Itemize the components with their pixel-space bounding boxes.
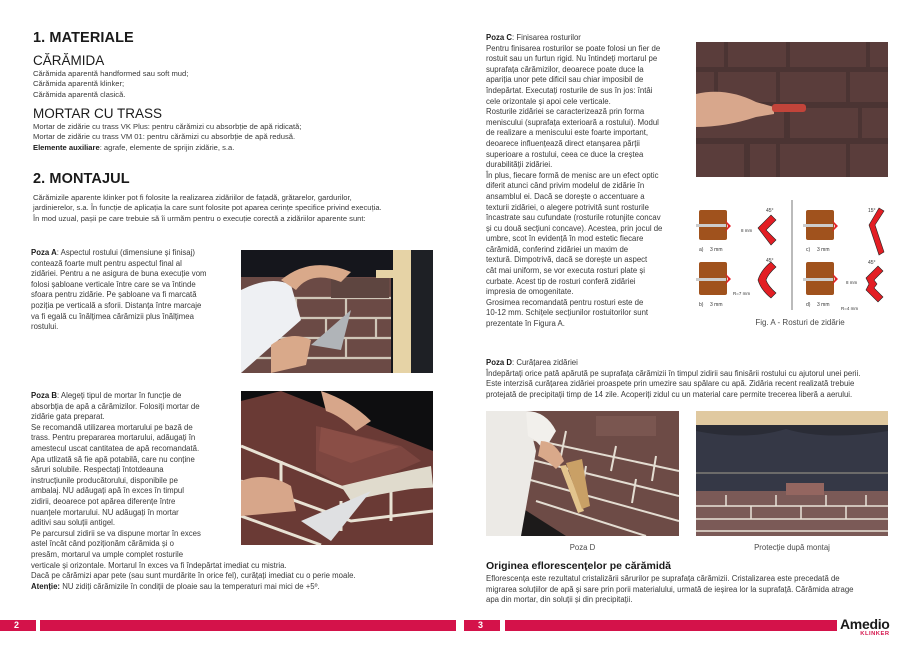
mortar-item: Mortar de zidărie cu trass VM 01: pentru cărămizi cu absorbție de apă redusă. — [33, 132, 296, 142]
text-line: poziția pe verticală a sforii. Distanța între marcaje — [31, 300, 202, 310]
intro-line: Cărămizile aparente klinker pot fi folosite la realizarea zidăriilor de fațadă, grătarelor, gardurilor, — [33, 193, 352, 202]
text-line: ansamblul ei. Dacă se dorește o accentuare a — [486, 191, 645, 201]
text-line: cărămidă, conferind zidăriei un maxim de — [486, 244, 629, 254]
text-line: absorbția de apă a cărămizilor. Folosiți mortar de — [31, 401, 200, 411]
profile-width-c: 3 mm — [817, 247, 830, 253]
profile-width-a: 3 mm — [710, 247, 723, 253]
auxiliary-text: : agrafe, elemente de sprijin zidărie, s.a. — [99, 142, 235, 152]
text-line: curbate. Acest tip de rosturi conferă zidăriei — [486, 276, 636, 286]
profile-radius-b: R=7 mm — [733, 291, 751, 296]
caramida-list — [33, 69, 188, 100]
page-number-left: 2 — [0, 620, 36, 631]
figure-a-caption: Fig. A - Rosturi de zidărie — [755, 318, 845, 327]
text-line: Grosimea recomandată pentru rosturi este de — [486, 297, 644, 307]
text-line: În plus, fiecare formă de menisc are un efect optic — [486, 170, 659, 180]
profile-angle-c: 15° — [868, 208, 876, 214]
text-line: instrucțiunile producătorului, disponibile pe — [31, 475, 178, 485]
text-line: zidărie gata preparat. — [31, 412, 105, 422]
text-line: zidăriei. Pentru a ne asigura de buna execuție vom — [31, 269, 207, 279]
caramida-item: Cărămida aparentă handformed sau soft mud; — [33, 69, 189, 78]
poza-a-first-line: : Aspectul rostului (dimensiune și finisaj) — [56, 248, 195, 257]
poza-c-first-line: : Finisarea rosturilor — [512, 33, 581, 42]
brand-sub: KLINKER — [860, 631, 890, 637]
text-line: contează foarte mult pentru aspectul final al — [31, 258, 182, 268]
profile-height-a: 8 mm — [741, 228, 753, 233]
poza-d-first-line: : Curățarea zidăriei — [512, 358, 578, 367]
text-line: apariția unor pete dificil sau chiar imposibil de — [486, 75, 644, 85]
text-line: Este interzisă curățarea zidăriei proaspete prin umezire sau spălare cu apă. Zidăria recent realizată trebuie — [486, 379, 855, 389]
text-line: prezentate în Figura A. — [486, 319, 565, 329]
text-line: Dacă pe cărămizi apar pete (sau sunt murdărite în orice fel), curățați imediat cu o perie moale. — [31, 571, 356, 581]
warning-label: Atenție: — [31, 581, 61, 591]
mortar-photo-illustration — [241, 391, 433, 545]
page-number-right: 3 — [464, 620, 500, 631]
text-line: umbre, scot în evidență în mod estetic fiecare — [486, 234, 644, 244]
figure-a-joint-profiles — [696, 200, 896, 315]
brand-name: Amedio — [840, 616, 890, 632]
text-line: de realizare a meniscului este foarte important, — [486, 128, 649, 138]
profile-angle-d: 45° — [868, 260, 876, 266]
text-line: 10-12 mm. Schițele secțiunilor rostuitorilor sunt — [486, 308, 649, 318]
mortar-list — [33, 122, 301, 153]
profile-width-b: 3 mm — [710, 302, 723, 308]
joint-finishing-photo-illustration — [696, 42, 888, 177]
eflorescente-text — [486, 574, 854, 606]
text-line: Pentru finisarea rosturilor se poate folosi un fier de — [486, 43, 661, 53]
text-line: apa din mortar, din soluții și din precipitații. — [486, 595, 633, 605]
profile-label-c: c) — [806, 247, 811, 253]
text-line: nuanțele mortarului. NU adăugați în mortar — [31, 507, 179, 517]
text-line: migrarea soluțiilor de apă și sare prin porii materialului, urmată de ieșirea lor la suprafață. Cărămida atrage — [486, 584, 854, 594]
photo-poza-c — [696, 42, 888, 177]
profile-radius-d: R=4 mm — [841, 306, 859, 311]
photo-poza-b — [241, 391, 433, 545]
poza-d-text — [486, 358, 860, 400]
text-line: Rosturile zidăriei se caracterizează prin forma — [486, 107, 645, 117]
profile-angle-a: 45° — [766, 208, 774, 214]
auxiliary-elements — [33, 143, 301, 153]
text-line: Se recomandă utilizarea mortarului pe bază de — [31, 422, 193, 432]
auxiliary-label: Elemente auxiliare — [33, 142, 100, 152]
poza-a-text — [31, 248, 207, 333]
footer-bar-right — [505, 620, 837, 631]
text-line: trass. Pentru prepararea mortarului, adăugați în — [31, 433, 196, 443]
text-line: protejată de precipitații timp de 14 zile. Acoperiți zidul cu un material care permite trecerea liberă a aerului. — [486, 389, 853, 399]
poza-a-label: Poza A — [31, 248, 57, 257]
poza-c-text — [486, 33, 662, 330]
montajul-intro — [33, 193, 382, 224]
joint-profiles-diagram — [696, 200, 896, 315]
text-line: aditivi sau soluții antigel. — [31, 518, 116, 528]
photo-poza-d — [486, 411, 679, 536]
profile-label-a: a) — [699, 247, 704, 253]
caption-protection: Protecție după montaj — [754, 543, 830, 552]
mortar-item: Mortar de zidărie cu trass VK Plus: pentru cărămizi cu absorbție de apă ridicată; — [33, 122, 302, 131]
intro-line: În mod uzual, pașii pe care trebuie să îi urmăm pentru o execuție corectă a zidăriilor aparente sunt: — [33, 213, 366, 223]
profile-label-d: d) — [806, 302, 811, 308]
text-line: superioare a rostului, ceea ce duce la creștea — [486, 149, 644, 159]
text-line: Îndepărtați orice pată apărută pe suprafața cărămizii în timpul zidirii sau finisării rostului cu ajutorul unei perii. — [486, 368, 861, 378]
warning-text: NU zidiți cărămizile în condiții de ploaie sau la temperaturi mai mici de +5º. — [60, 581, 320, 591]
eflorescente-title: Originea eflorescențelor pe cărămidă — [486, 560, 671, 572]
text-line: verticale și orizontale. Mortarul în exces va fi îndepărtat imediat cu mistria. — [31, 560, 287, 570]
brush-cleaning-photo-illustration — [486, 411, 679, 536]
profile-label-b: b) — [699, 302, 704, 308]
text-line: va fi egală cu înălțimea cărămizii plus înălțimea — [31, 311, 194, 321]
photo-protection — [696, 411, 888, 536]
bricklaying-photo-illustration — [241, 250, 433, 373]
text-line: cele orizontale și apoi cele verticale. — [486, 96, 611, 106]
text-line: și cu două secțiuni concave). Acestea, prin jocul de — [486, 223, 663, 233]
text-line: impresia de omogenitate. — [486, 287, 574, 297]
text-line: Eflorescența este rezultatul cristalizării sărurilor pe suprafața cărămizii. Cristalizarea este precedată de — [486, 574, 840, 583]
caramida-item: Cărămida aparentă klinker; — [33, 79, 125, 89]
heading-caramida: CĂRĂMIDA — [33, 53, 105, 68]
text-line: îndepărtat. Executați rosturile de sus în jos: întâi — [486, 85, 653, 95]
intro-line: jardinierelor, s.a. În funcție de aplicația la care sunt folosite pot aparea cerințe specifice privind execuția. — [33, 203, 382, 213]
heading-mortar: MORTAR CU TRASS — [33, 106, 163, 121]
poza-b-label: Poza B — [31, 391, 57, 400]
text-line: suprafața cărămizilor, deoarece poate duce la — [486, 64, 644, 74]
poza-b-first-line: : Alegeți tipul de mortar în funcție de — [57, 391, 182, 400]
profile-width-d: 3 mm — [817, 302, 830, 308]
text-line: rostului. — [31, 322, 59, 332]
poza-d-label: Poza D — [486, 358, 512, 367]
text-line: meniscului (suprafața exterioară a rostului). Modul — [486, 117, 659, 127]
text-line: diferit atunci când privim modelul de zidărie în — [486, 181, 645, 191]
text-line: folosi șabloane verticale între care se va întinde — [31, 279, 196, 289]
amedio-klinker-logo — [840, 617, 890, 638]
text-line: încastrate sau cufundate (rosturile rotunjite concav — [486, 213, 661, 223]
text-line: cât mai uniform, se vor executa rosturi plate și — [486, 266, 646, 276]
text-line: deoarece influențează direct etanșarea părții — [486, 138, 640, 148]
text-line: astel încât când poziționăm cărămida și o — [31, 539, 175, 549]
section-title-materiale: 1. MATERIALE — [33, 30, 134, 46]
text-line: Apa utlizată să fie apă potabilă, care nu conține — [31, 454, 195, 464]
section-title-montajul: 2. MONTAJUL — [33, 171, 130, 187]
text-line: ambalaj. NU adăugați apă în exces în timpul — [31, 486, 184, 496]
caramida-item: Cărămida aparentă clasică. — [33, 89, 126, 99]
caption-poza-d: Poza D — [569, 543, 596, 552]
text-line: săruri solubile. Respectați întotdeauna — [31, 465, 164, 475]
profile-height-d: 8 mm — [846, 280, 858, 285]
footer-bar-left — [40, 620, 456, 631]
text-line: durabilității zidăriei. — [486, 160, 553, 170]
text-line: zidirii, deoarece pot apărea diferențe între — [31, 496, 176, 506]
text-line: Pe parcursul zidirii se va dispune mortar în exces — [31, 528, 201, 538]
text-line: texturii zidăriei, o alegere potrivită sunt rosturile — [486, 202, 649, 212]
protection-tarp-photo-illustration — [696, 411, 888, 536]
photo-poza-a — [241, 250, 433, 373]
text-line: sfoara pentru zidărie. Pe șabloane va fi marcată — [31, 290, 197, 300]
text-line: textură. Dimpotrivă, dacă se dorește un aspect — [486, 255, 648, 265]
profile-angle-b: 45° — [766, 258, 774, 264]
text-line: rostuit sau un furtun rigid. Nu întindeți mortarul pe — [486, 54, 658, 64]
text-line: amestecul uscat cantitatea de apă recomandată. — [31, 443, 200, 453]
poza-c-label: Poza C — [486, 33, 512, 42]
text-line: presăm, mortarul va umple complet rosturile — [31, 549, 184, 559]
